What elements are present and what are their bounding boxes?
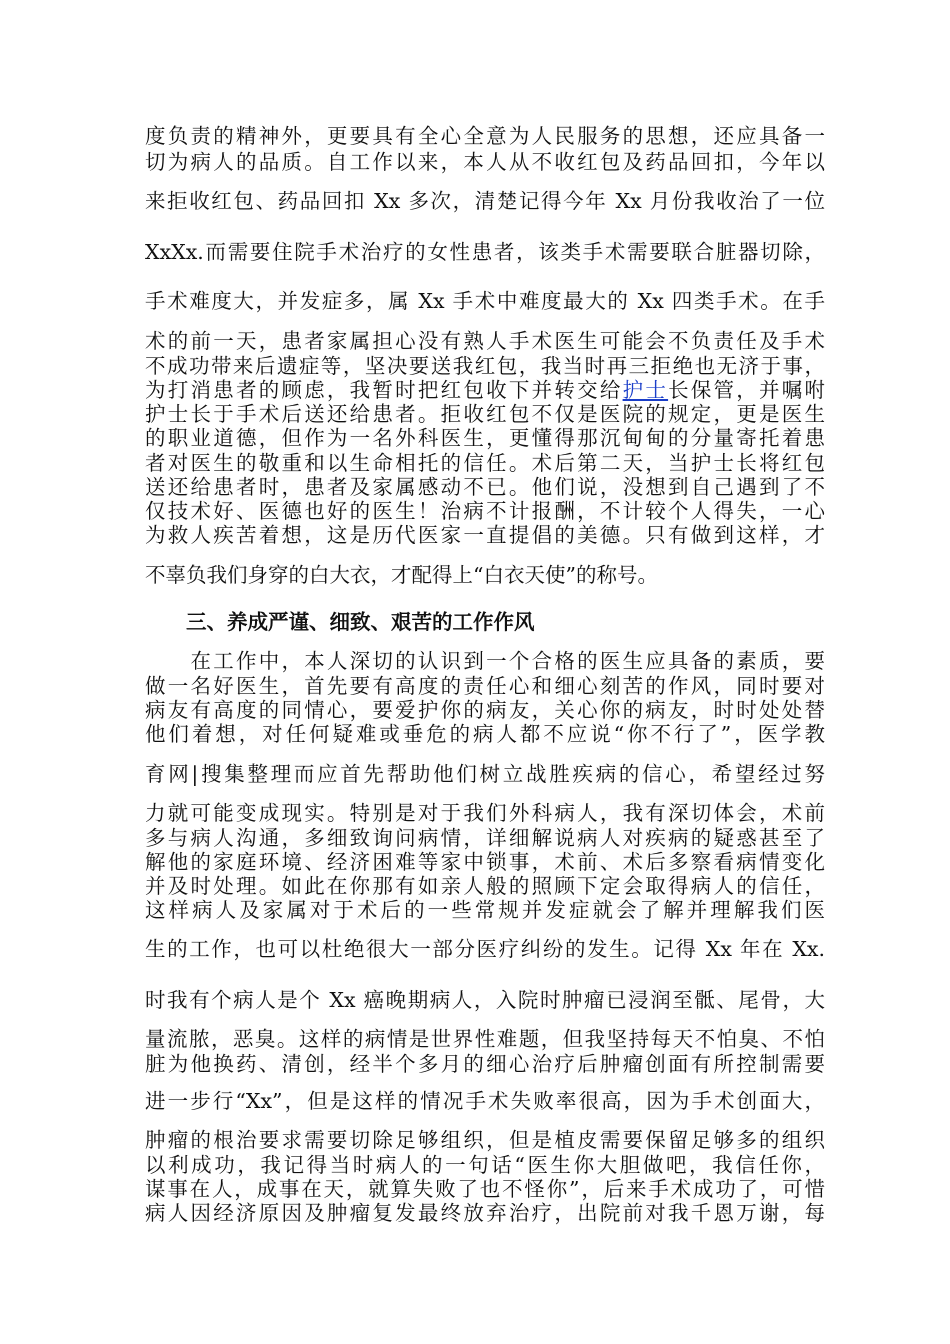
text-line: 这样病人及家属对于术后的一些常规并发症就会了解并理解我们医 (145, 898, 825, 922)
text-line: 送还给患者时，患者及家属感动不已。他们说，没想到自己遇到了不 (145, 475, 825, 499)
text-line: 手术难度大，并发症多，属 Xx 手术中难度最大的 Xx 四类手术。在手 (145, 289, 825, 313)
text-line: 术的前一天，患者家属担心没有熟人手术医生可能会不负责任及手术 (145, 329, 825, 353)
text-line: XxXx.而需要住院手术治疗的女性患者，该类手术需要联合脏器切除， (145, 240, 825, 264)
text-line: 他们着想，对任何疑难或垂危的病人都不应说“你不行了”，医学教 (145, 722, 825, 746)
text-line: 以利成功，我记得当时病人的一句话“医生你大胆做吧，我信任你， (145, 1153, 825, 1177)
section-heading: 三、养成严谨、细致、艰苦的工作作风 (186, 610, 535, 634)
nurse-link[interactable]: 护士 (622, 378, 669, 402)
text-line: 并及时处理。如此在你那有如亲人般的照顾下定会取得病人的信任， (145, 874, 825, 898)
text-line: 度负责的精神外，更要具有全心全意为人民服务的思想，还应具备一 (145, 124, 825, 148)
text-line: 时我有个病人是个 Xx 癌晚期病人，入院时肿瘤已浸润至骶、尾骨，大 (145, 988, 825, 1012)
text-line: 力就可能变成现实。特别是对于我们外科病人，我有深切体会，术前 (145, 801, 825, 825)
text-line: 的职业道德，但作为一名外科医生，更懂得那沉甸甸的分量寄托着患 (145, 426, 825, 450)
text-line: 谋事在人，成事在天，就算失败了也不怪你”，后来手术成功了，可惜 (145, 1177, 825, 1201)
text-line: 病友有高度的同情心，要爱护你的病友，关心你的病友，时时处处替 (145, 698, 825, 722)
text-line: 不辜负我们身穿的白大衣，才配得上“白衣天使”的称号。 (145, 563, 658, 587)
text-line: 来拒收红包、药品回扣 Xx 多次，清楚记得今年 Xx 月份我收治了一位 (145, 189, 825, 213)
text-line: 切为病人的品质。自工作以来，本人从不收红包及药品回扣，今年以 (145, 150, 825, 174)
text-line: 在工作中，本人深切的认识到一个合格的医生应具备的素质，要 (145, 649, 825, 673)
text-line-with-link (145, 378, 825, 402)
text-segment: 为打消患者的顾虑，我暂时把红包收下并转交给 (145, 378, 623, 402)
text-line: 脏为他换药、清创，经半个多月的细心治疗后肿瘤创面有所控制需要 (145, 1052, 825, 1076)
text-line: 病人因经济原因及肿瘤复发最终放弃治疗，出院前对我千恩万谢，每 (145, 1201, 825, 1225)
text-line: 解他的家庭环境、经济困难等家中锁事，术前、术后多察看病情变化 (145, 850, 825, 874)
text-line: 为救人疾苦着想，这是历代医家一直提倡的美德。只有做到这样，才 (145, 523, 825, 547)
text-line: 进一步行“Xx”，但是这样的情况手术失败率很高，因为手术创面大， (145, 1089, 825, 1113)
text-line: 不成功带来后遗症等，坚决要送我红包，我当时再三拒绝也无济于事， (145, 354, 825, 378)
text-line: 仅技术好、医德也好的医生！治病不计报酬，不计较个人得失，一心 (145, 499, 825, 523)
text-line: 量流脓，恶臭。这样的病情是世界性难题，但我坚持每天不怕臭、不怕 (145, 1027, 825, 1051)
text-line: 育网|搜集整理而应首先帮助他们树立战胜疾病的信心，希望经过努 (145, 762, 825, 786)
text-line: 肿瘤的根治要求需要切除足够组织，但是植皮需要保留足够多的组织 (145, 1128, 825, 1152)
text-segment: 长保管，并嘱咐 (668, 378, 826, 402)
text-line: 做一名好医生，首先要有高度的责任心和细心刻苦的作风，同时要对 (145, 674, 825, 698)
text-line: 护士长于手术后送还给患者。拒收红包不仅是医院的规定，更是医生 (145, 402, 825, 426)
text-line: 多与病人沟通，多细致询问病情，详细解说病人对疾病的疑惑甚至了 (145, 826, 825, 850)
text-line: 生的工作，也可以杜绝很大一部分医疗纠纷的发生。记得 Xx 年在 Xx. (145, 937, 825, 961)
text-line: 者对医生的敬重和以生命相托的信任。术后第二天，当护士长将红包 (145, 451, 825, 475)
